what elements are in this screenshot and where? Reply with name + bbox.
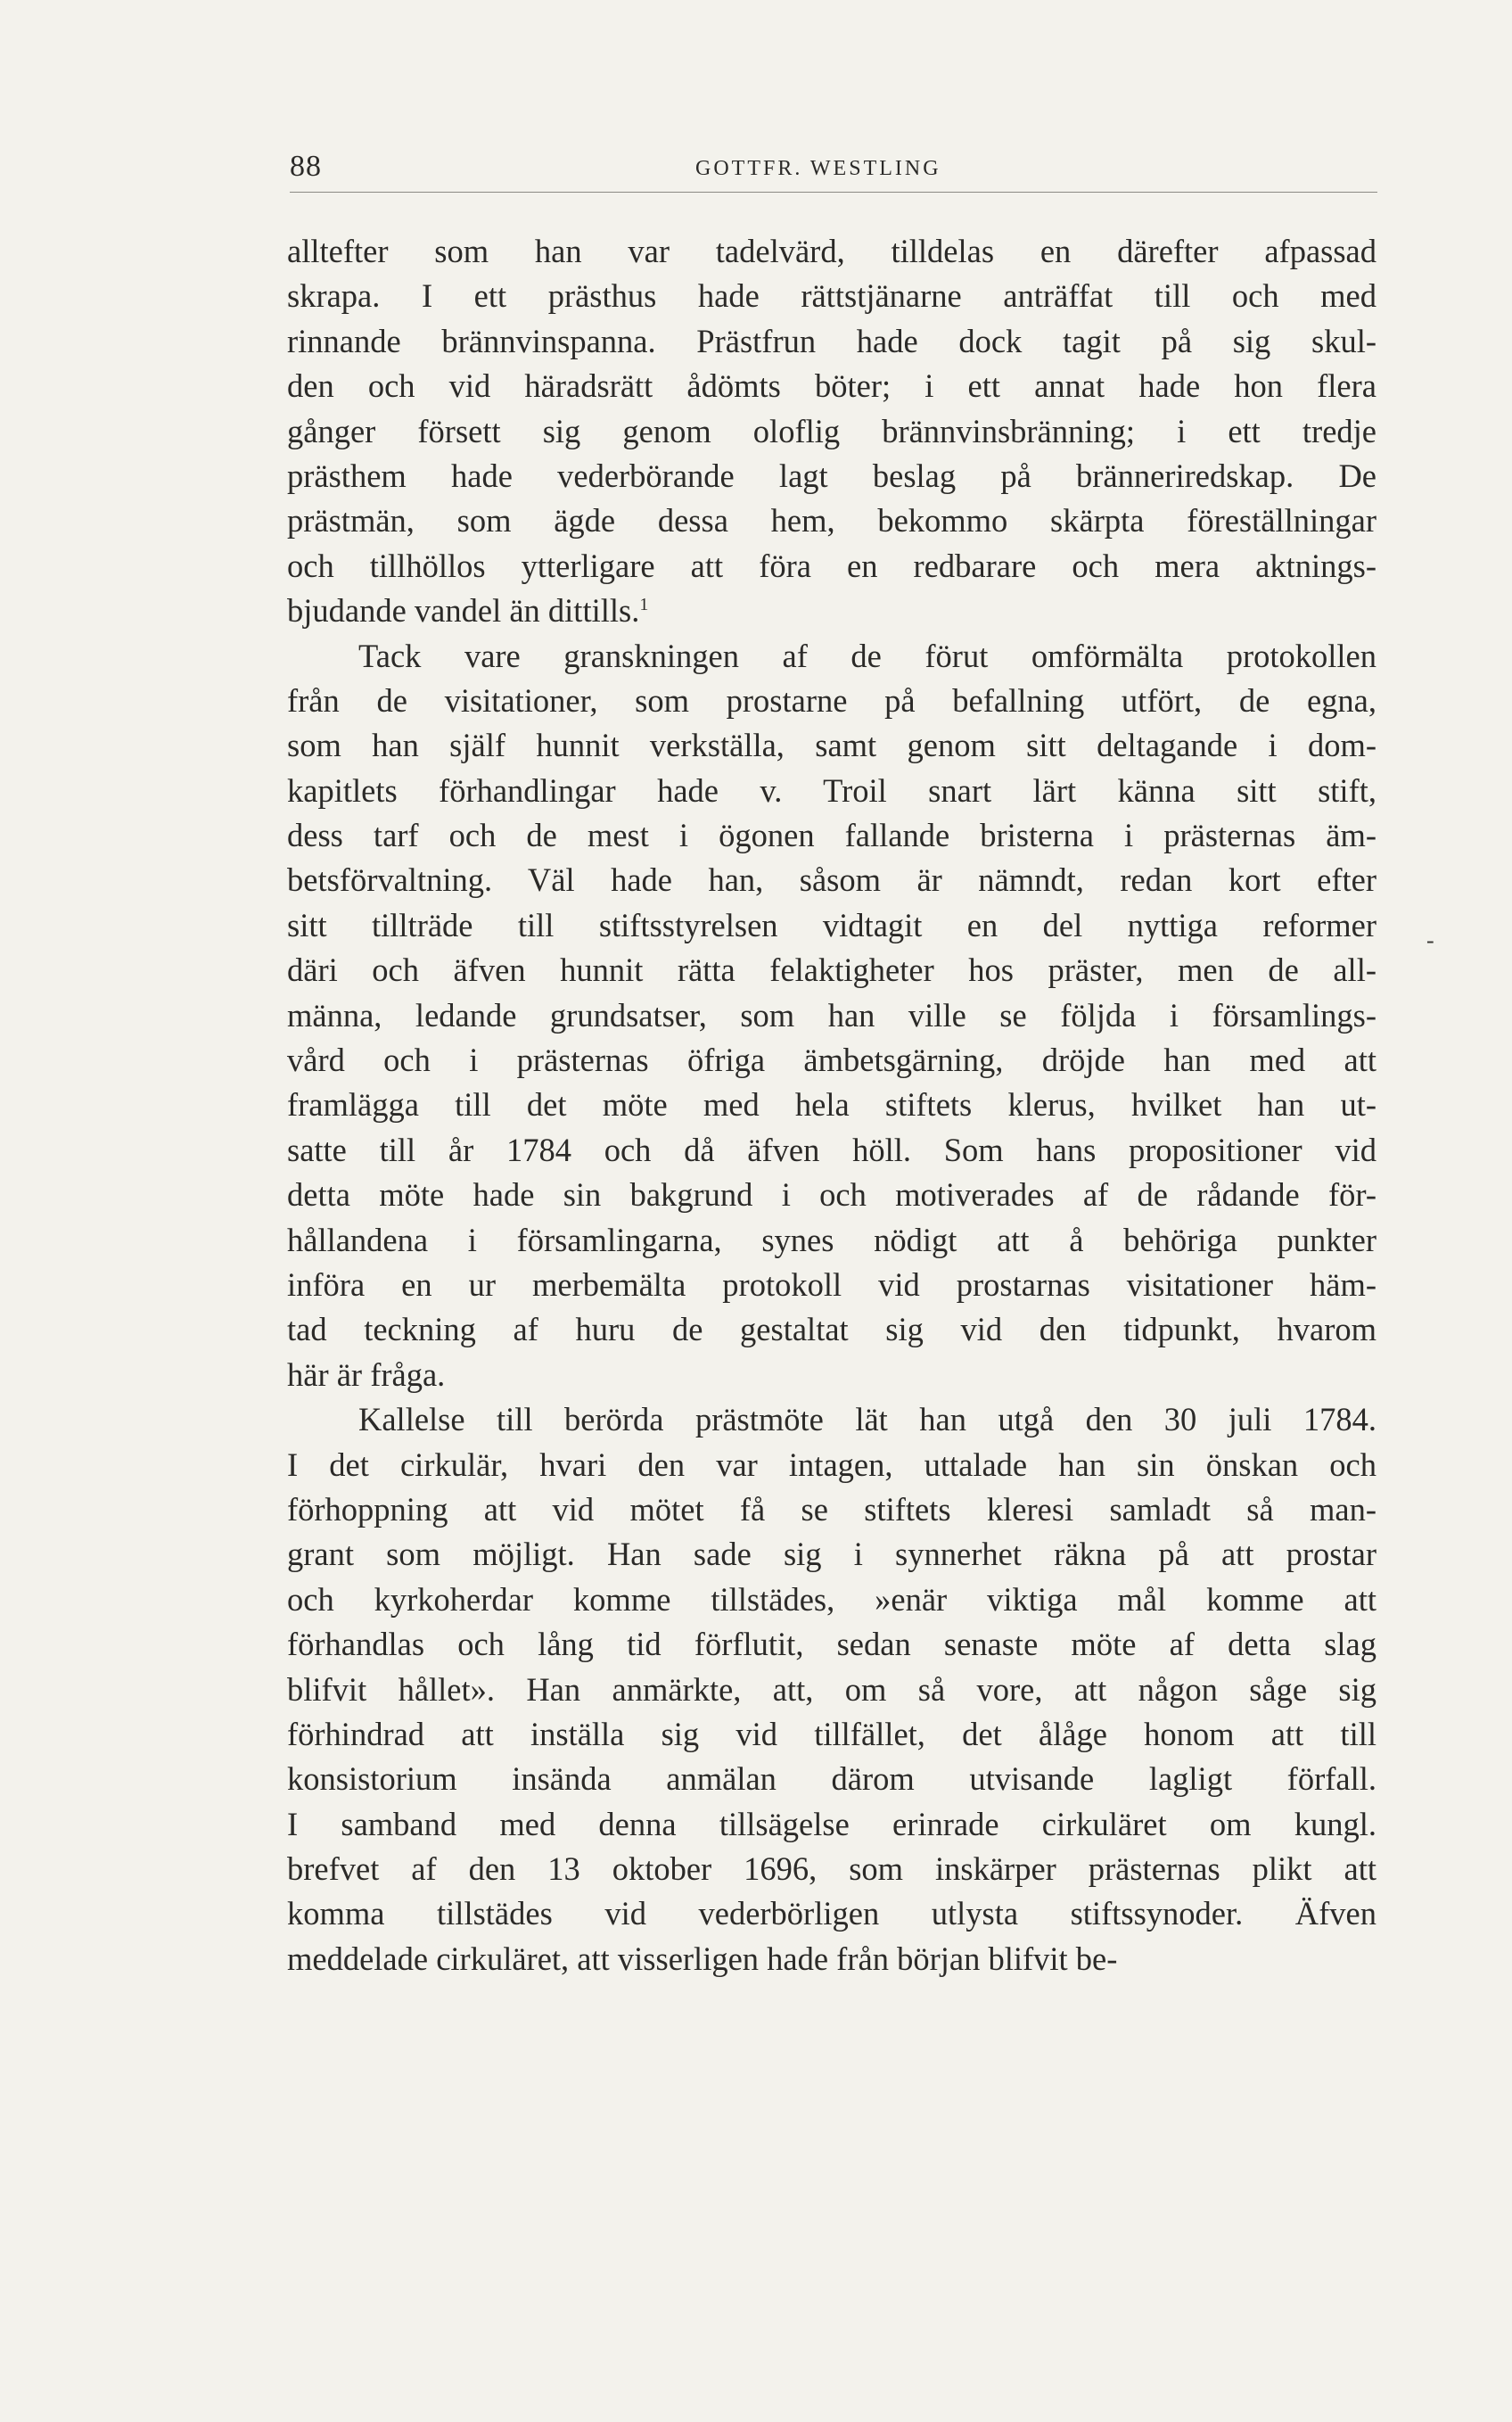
text-line: framlägga till det möte med hela stiftets klerus, hvilket han ut- xyxy=(287,1086,1376,1124)
running-head xyxy=(290,150,1377,193)
text-line: alltefter som han var tadelvärd, tilldelas en därefter afpassad xyxy=(287,233,1376,269)
text-line: I det cirkulär, hvari den var intagen, uttalade han sin önskan och xyxy=(287,1446,1376,1483)
running-head-title: GOTTFR. WESTLING xyxy=(695,157,941,180)
text-line: hållandena i församlingarna, synes nödigt att å behöriga punkter xyxy=(287,1221,1376,1258)
text-line: Tack vare granskningen af de förut omförmälta protokollen xyxy=(358,637,1376,674)
text-line: införa en ur merbemälta protokoll vid prostarnas visitationer häm- xyxy=(287,1265,1376,1303)
text-line: brefvet af den 13 oktober 1696, som inskärper prästernas plikt att xyxy=(287,1850,1376,1888)
page-number: 88 xyxy=(290,150,322,183)
text-line: I samband med denna tillsägelse erinrade cirkuläret om kungl. xyxy=(287,1805,1376,1842)
text-line: prästhem hade vederbörande lagt beslag på bränneriredskap. De xyxy=(287,457,1376,494)
text-line: satte till år 1784 och då äfven höll. Som hans propositioner vid xyxy=(287,1131,1376,1168)
text-line: rinnande brännvinspanna. Prästfrun hade dock tagit på sig skul- xyxy=(287,322,1376,359)
text-line: kapitlets förhandlingar hade v. Troil snart lärt känna sitt stift, xyxy=(287,771,1376,809)
header-rule xyxy=(290,192,1377,193)
text-line: komma tillstädes vid vederbörligen utlysta stiftssynoder. Äfven xyxy=(287,1895,1376,1932)
text-line: männa, ledande grundsatser, som han ville se följda i församlings- xyxy=(287,996,1376,1034)
text-line: från de visitationer, som prostarne på befallning utfört, de egna, xyxy=(287,681,1376,719)
text-line: som han själf hunnit verkställa, samt genom sitt deltagande i dom- xyxy=(287,727,1376,764)
text-line: och kyrkoherdar komme tillstädes, »enär viktiga mål komme att xyxy=(287,1580,1376,1618)
text-line: blifvit hållet». Han anmärkte, att, om så vore, att någon såge sig xyxy=(287,1670,1376,1708)
text-line: vård och i prästernas öfriga ämbetsgärning, dröjde han med att xyxy=(287,1042,1376,1079)
text-line: konsistorium insända anmälan därom utvisande lagligt förfall. xyxy=(287,1760,1376,1798)
text-line: betsförvaltning. Väl hade han, såsom är nämndt, redan kort efter xyxy=(287,861,1376,899)
text-line: tad teckning af huru de gestaltat sig vid den tidpunkt, hvarom xyxy=(287,1311,1376,1348)
text-line: prästmän, som ägde dessa hem, bekommo skärpta föreställningar xyxy=(287,502,1376,540)
text-line: bjudande vandel än dittills.$^1$ xyxy=(287,592,649,630)
text-line: dess tarf och de mest i ögonen fallande bristerna i prästernas äm- xyxy=(287,817,1376,854)
text-line: här är fråga. xyxy=(287,1355,446,1393)
text-line: förhandlas och lång tid förflutit, sedan senaste möte af detta slag xyxy=(287,1626,1376,1663)
text-line: sitt tillträde till stiftsstyrelsen vidtagit en del nyttiga reformer xyxy=(287,906,1376,943)
text-line: detta möte hade sin bakgrund i och motiverades af de rådande för- xyxy=(287,1176,1376,1214)
text-line: den och vid häradsrätt ådömts böter; i ett annat hade hon flera xyxy=(287,367,1376,405)
footnote-reference: 1 xyxy=(639,594,649,614)
text-line: meddelade cirkuläret, att visserligen hade från början blifvit be- xyxy=(287,1940,1118,1977)
text-line: Kallelse till berörda prästmöte lät han utgå den 30 juli 1784. xyxy=(358,1401,1376,1438)
body-text xyxy=(287,229,1376,1981)
margin-mark: - xyxy=(1426,927,1434,953)
text-line: gånger försett sig genom oloflig brännvinsbränning; i ett tredje xyxy=(287,412,1376,449)
text-line: grant som möjligt. Han sade sig i synnerhet räkna på att prostar xyxy=(287,1536,1376,1573)
text-line: däri och äfven hunnit rätta felaktigheter hos präster, men de all- xyxy=(287,952,1376,989)
text-line: förhoppning att vid mötet få se stiftets kleresi samladt så man- xyxy=(287,1490,1376,1528)
text-line: förhindrad att inställa sig vid tillfället, det ålåge honom att till xyxy=(287,1715,1376,1752)
text-line: och tillhöllos ytterligare att föra en redbarare och mera aktnings- xyxy=(287,547,1376,584)
text-line: skrapa. I ett prästhus hade rättstjänarne anträffat till och med xyxy=(287,277,1376,315)
